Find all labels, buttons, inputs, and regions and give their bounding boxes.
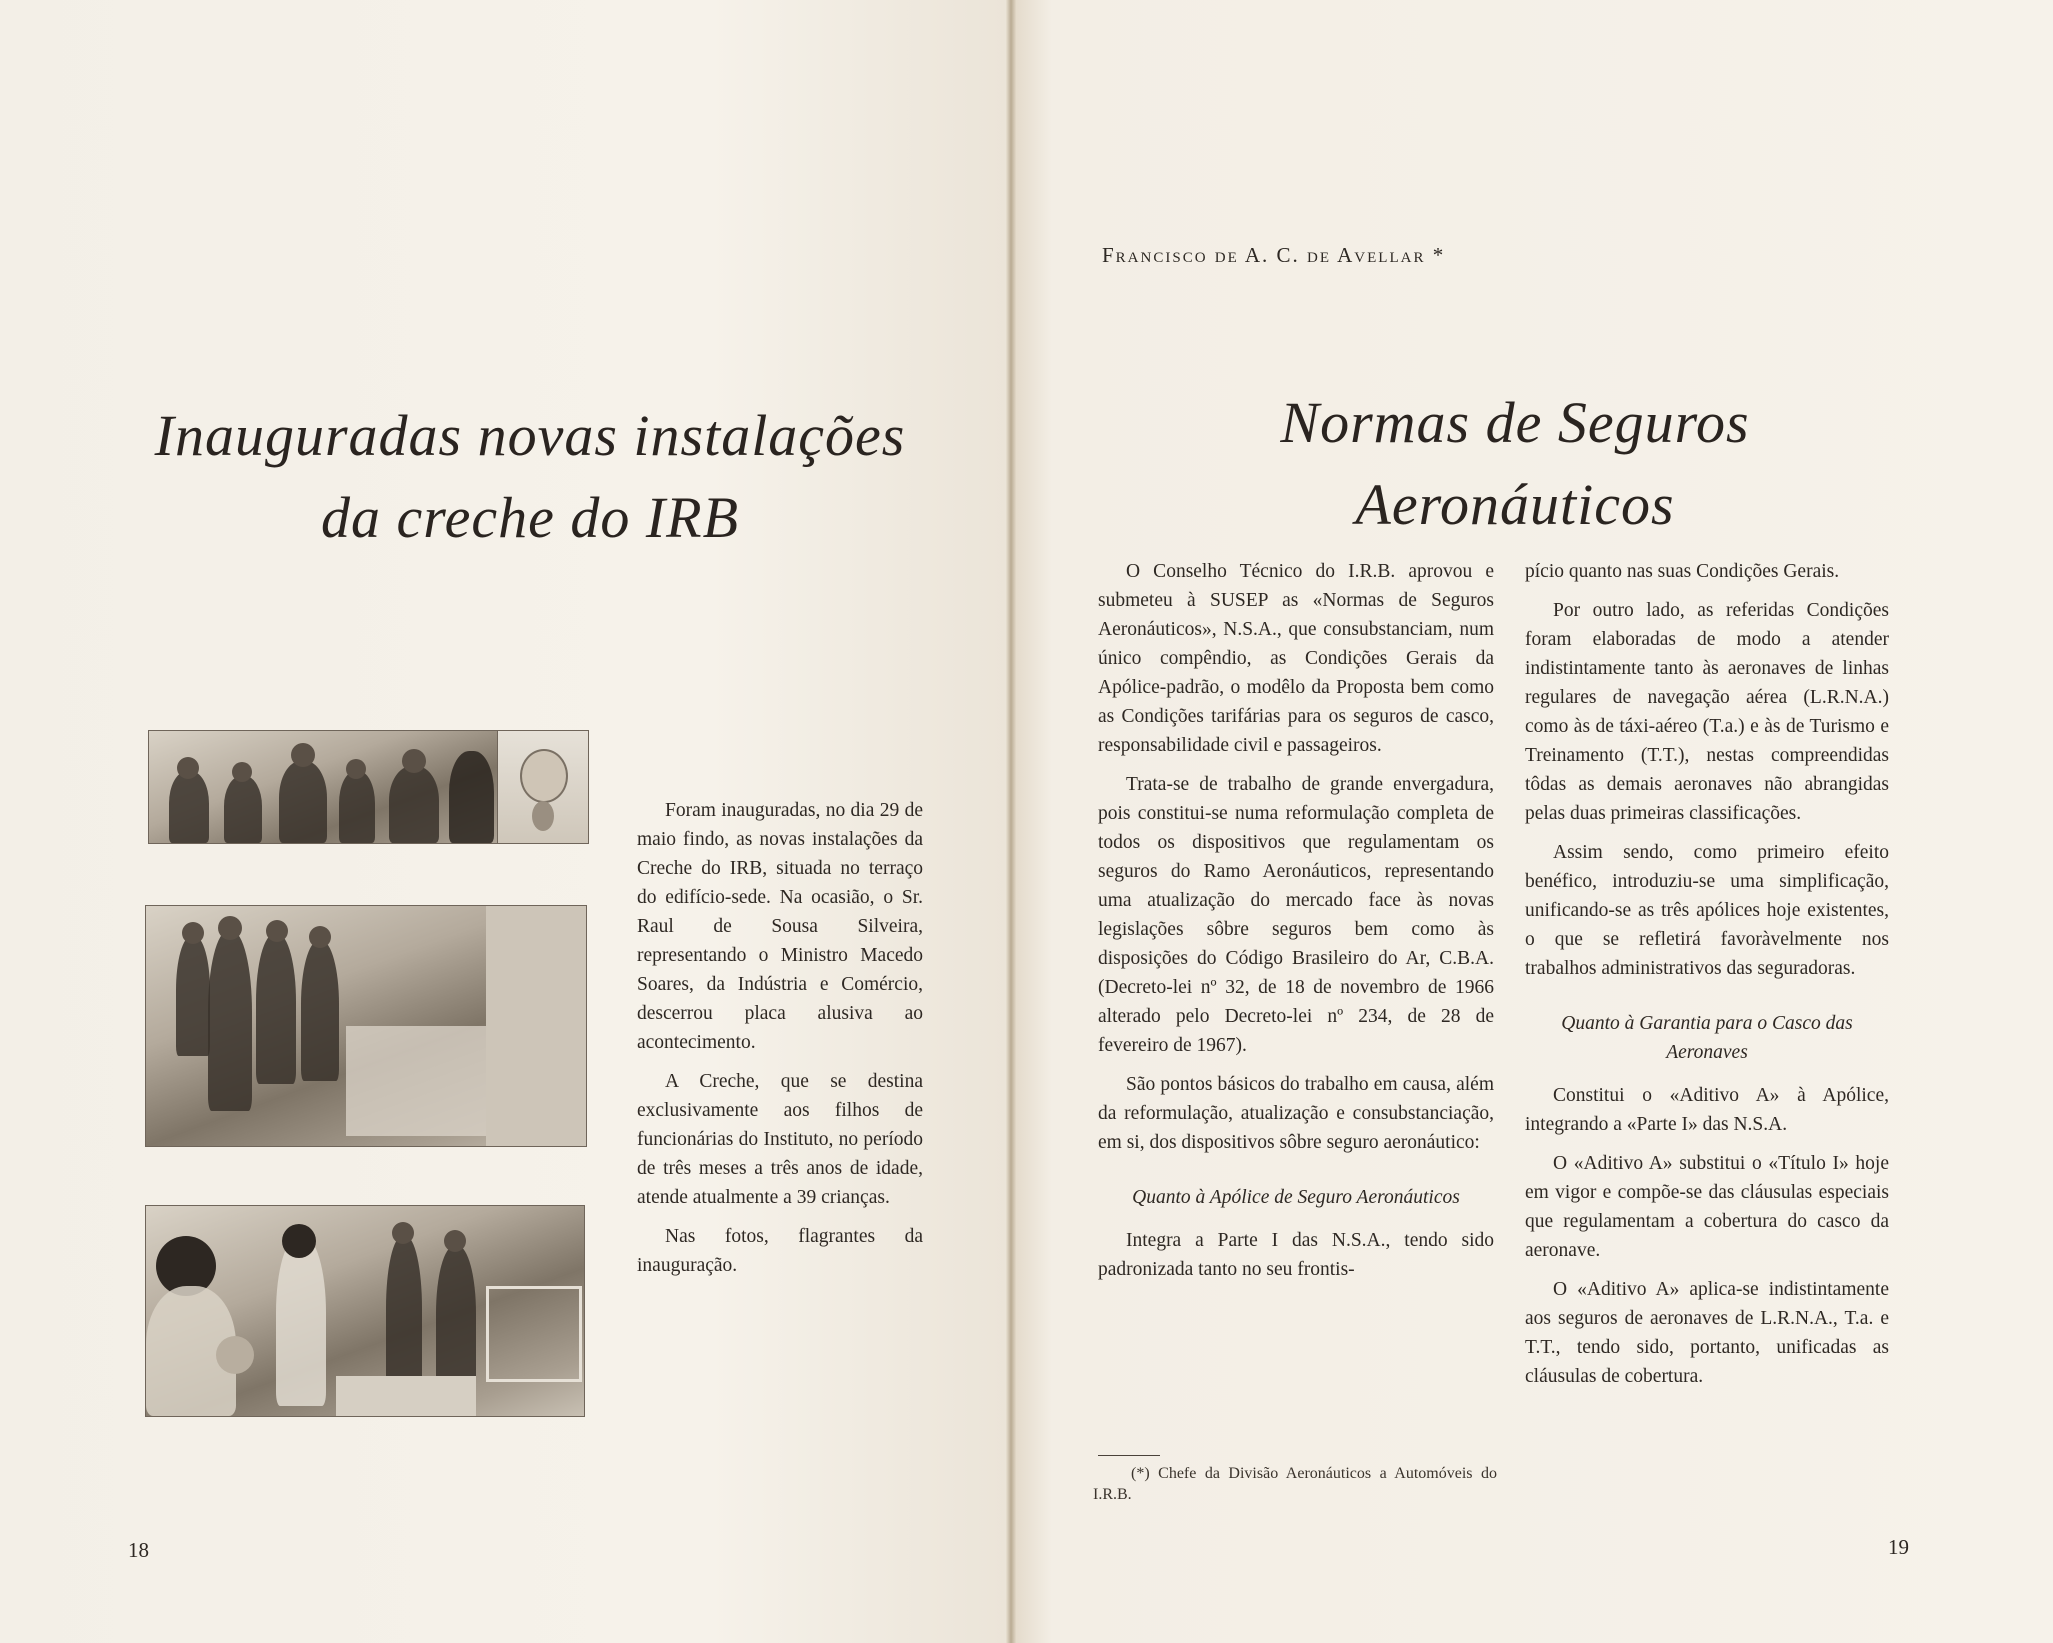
book-gutter (1006, 0, 1016, 1643)
right-paragraph: Assim sendo, como primeiro efeito benéfico, introduziu-se uma simplificação, unificando-se as três apólices hoje existentes, o que se refletirá favoràvelmente nos trabalhos administrativos das seguradoras. (1525, 842, 1889, 979)
section-subheading: Quanto à Garantia para o Casco das Aeronaves (1561, 1013, 1853, 1063)
right-paragraph: Por outro lado, as referidas Condições foram elaboradas de modo a atender indistintamente tanto às aeronaves de linhas regulares de navegação aérea (L.R.N.A.) como às de táxi-aéreo (T.a.) e às de Turismo e Treinamento (T.T.), nestas compreendidas tôdas as demais aeronaves não abrangidas pelas duas primeiras classificações. (1525, 600, 1889, 824)
left-article-body (637, 796, 923, 1290)
page-number-right: 19 (1888, 1535, 1909, 1559)
left-title-line-1: Inauguradas novas instalações (154, 403, 906, 468)
right-paragraph: Constitui o «Aditivo A» à Apólice, integrando a «Parte I» das N.S.A. (1525, 1085, 1889, 1135)
right-paragraph: O Conselho Técnico do I.R.B. aprovou e submeteu à SUSEP as «Normas de Seguros Aeronáuticos», N.S.A., que consubstanciam, num único compêndio, as Condições Gerais da Apólice-padrão, o modêlo da Proposta bem como as Condições tarifárias para os seguros de casco, responsabilidade civil e passageiros. (1098, 561, 1494, 756)
footnote: (*) Chefe da Divisão Aeronáuticos a Automóveis do I.R.B. (1093, 1465, 1497, 1503)
left-paragraph: Foram inauguradas, no dia 29 de maio findo, as novas instalações da Creche do IRB, situada no terraço do edifício-sede. Na ocasião, o Sr. Raul de Sousa Silveira, representando o Ministro Macedo Soares, da Indústria e Comércio, descerrou placa alusiva ao acontecimento. (637, 800, 923, 1053)
right-paragraph: São pontos básicos do trabalho em causa, além da reformulação, atualização e consubstanciação, em si, dos dispositivos sôbre seguro aeronáutico: (1098, 1074, 1494, 1153)
right-paragraph: Trata-se de trabalho de grande envergadura, pois constitui-se numa reformulação completa de todos os dispositivos que regulamentam os seguros do Ramo Aeronáuticos, representando uma atualização do mercado face às novas legislações sôbre seguros bem como às disposições do Código Brasileiro do Ar, C.B.A. (Decreto-lei nº 32, de 18 de novembro de 1966 alterado pelo Decreto-lei nº 234, de 28 de fevereiro de 1967). (1098, 774, 1494, 1056)
left-paragraph: A Creche, que se destina exclusivamente aos filhos de funcionárias do Instituto, no período de três meses a três anos de idade, atende atualmente a 39 crianças. (637, 1071, 923, 1208)
left-paragraph: Nas fotos, flagrantes da inauguração. (637, 1226, 923, 1276)
left-title-line-2: da creche do IRB (320, 485, 740, 550)
right-paragraph: O «Aditivo A» substitui o «Título I» hoje em vigor e compõe-se das cláusulas especiais que regulamentam a cobertura do casco da aeronave. (1525, 1153, 1889, 1261)
right-column-2 (1525, 557, 1889, 1401)
left-article-title (150, 395, 910, 559)
photo-nursery-visit (145, 905, 587, 1147)
author-byline: Francisco de A. C. de Avellar * (1102, 243, 1446, 267)
photo-children-room (145, 1205, 585, 1417)
page-number-left: 18 (128, 1538, 149, 1562)
right-column-1 (1098, 557, 1494, 1294)
right-paragraph: pício quanto nas suas Condições Gerais. (1525, 561, 1840, 582)
footnote-rule (1098, 1455, 1160, 1456)
section-subheading: Quanto à Apólice de Seguro Aeronáuticos (1132, 1187, 1460, 1208)
right-article-title: Normas de Seguros Aeronáuticos (1280, 390, 1750, 537)
right-paragraph: O «Aditivo A» aplica-se indistintamente aos seguros de aeronaves de L.R.N.A., T.a. e T.T., tendo sido, portanto, unificadas as cláusulas de cobertura. (1525, 1279, 1889, 1387)
right-paragraph: Integra a Parte I das N.S.A., tendo sido padronizada tanto no seu frontis- (1098, 1230, 1494, 1280)
photo-wall-drawing (497, 730, 589, 844)
